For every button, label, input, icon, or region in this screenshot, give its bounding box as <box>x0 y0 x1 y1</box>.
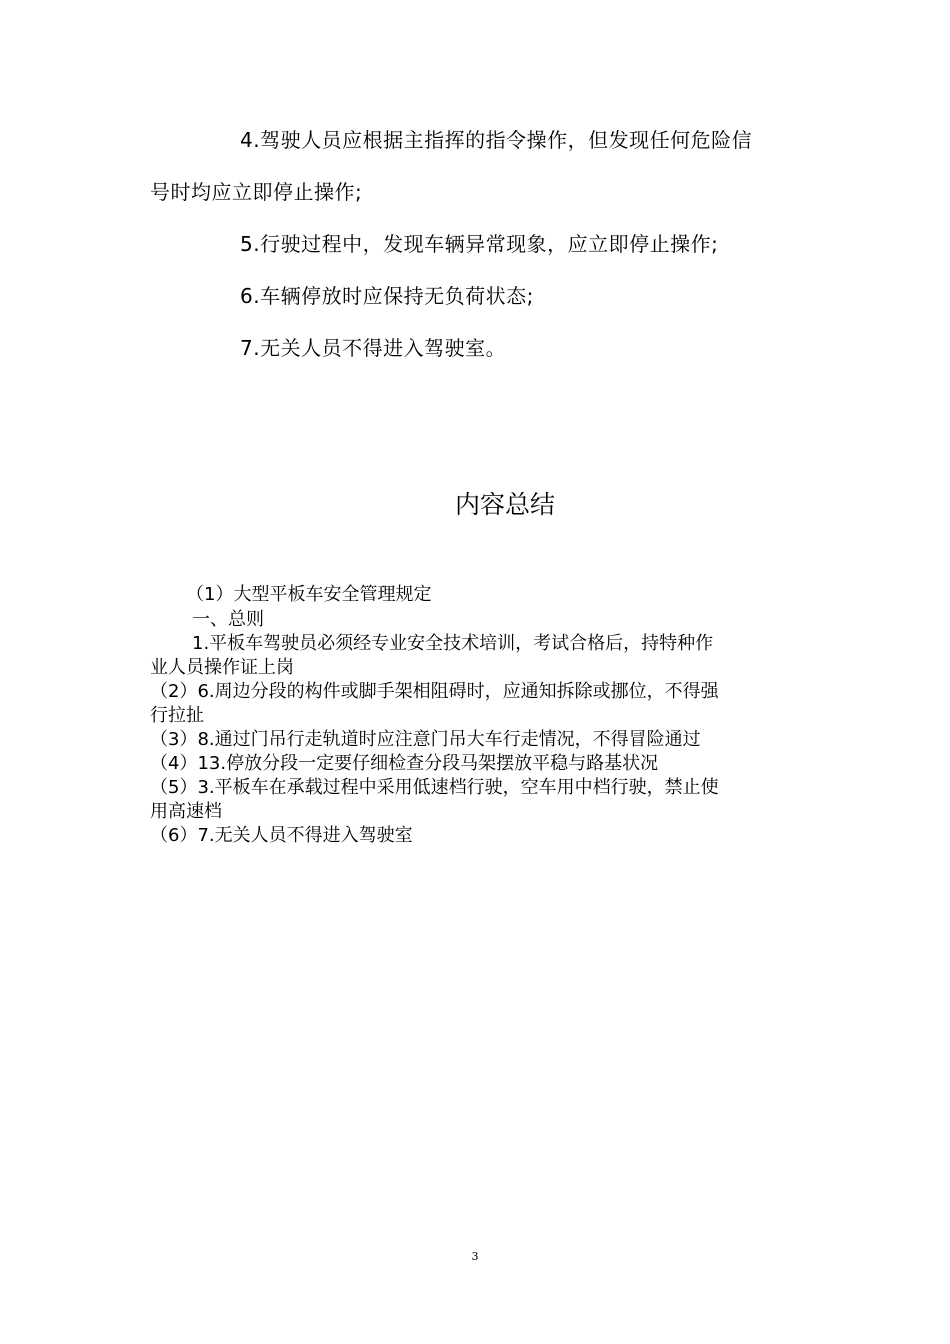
summary-line: （2）6.周边分段的构件或脚手架相阻碍时，应通知拆除或挪位，不得强 <box>150 681 719 702</box>
paragraph-4-line-2: 号时均应立即停止操作; <box>150 180 363 204</box>
summary-line: 用高速档 <box>150 801 222 822</box>
summary-line: 行拉扯 <box>150 705 204 726</box>
summary-line: 1.平板车驾驶员必须经专业安全技术培训，考试合格后，持特种作 <box>192 633 714 654</box>
page-number: 3 <box>471 1250 479 1263</box>
summary-line: 业人员操作证上岗 <box>150 657 294 678</box>
summary-line: （3）8.通过门吊行走轨道时应注意门吊大车行走情况，不得冒险通过 <box>150 729 701 750</box>
paragraph-4-line-1: 4.驾驶人员应根据主指挥的指令操作，但发现任何危险信 <box>240 128 753 152</box>
summary-line: （5）3.平板车在承载过程中采用低速档行驶，空车用中档行驶，禁止使 <box>150 777 719 798</box>
paragraph-7: 7.无关人员不得进入驾驶室。 <box>240 336 507 360</box>
summary-line: （4）13.停放分段一定要仔细检查分段马架摆放平稳与路基状况 <box>150 753 659 774</box>
paragraph-5: 5.行驶过程中，发现车辆异常现象，应立即停止操作; <box>240 232 719 256</box>
summary-line: （6）7.无关人员不得进入驾驶室 <box>150 825 413 846</box>
summary-heading: 内容总结 <box>454 490 555 519</box>
summary-line: 一、总则 <box>192 609 264 630</box>
paragraph-6: 6.车辆停放时应保持无负荷状态; <box>240 284 534 308</box>
summary-line: （1）大型平板车安全管理规定 <box>186 584 432 605</box>
